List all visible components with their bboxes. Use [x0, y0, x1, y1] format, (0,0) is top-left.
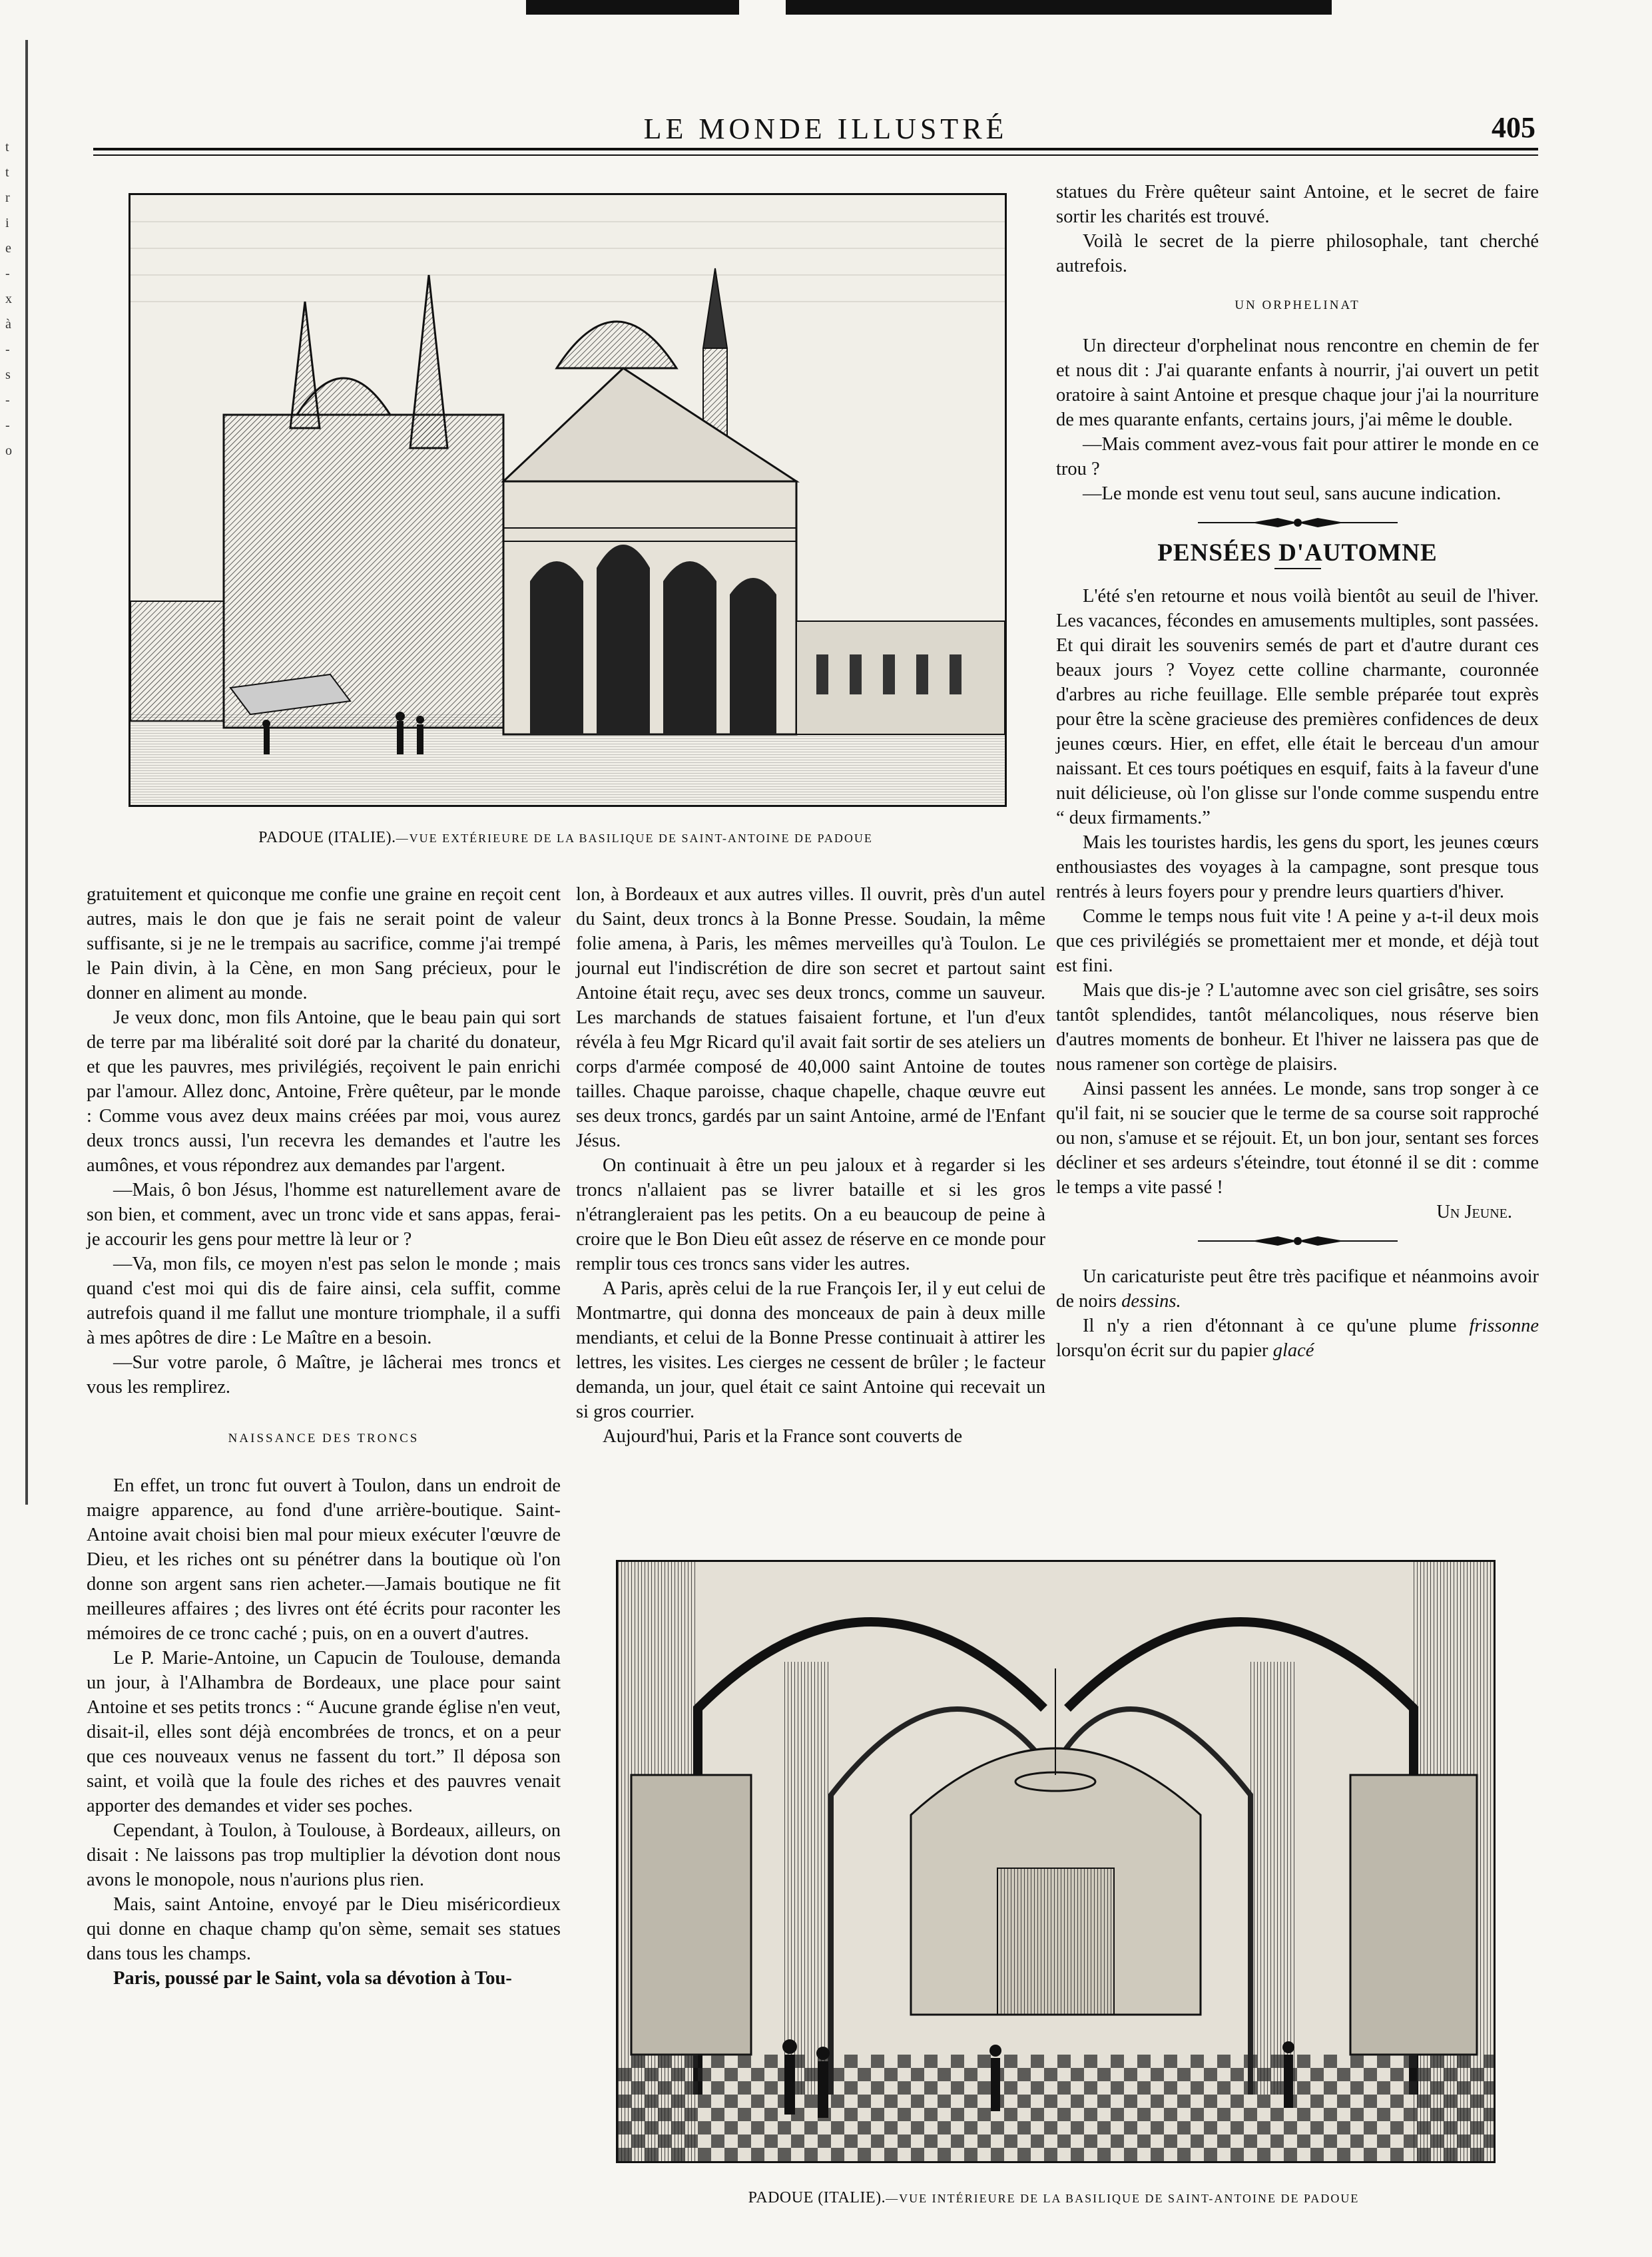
- paragraph-text: lorsqu'on écrit sur du papier: [1056, 1340, 1268, 1361]
- paragraph: On continuait à être un peu jaloux et à regarder si les troncs n'allaient pas se livrer bataille et si les gros n'étrangleraient pas les petits. On a eu beaucoup de peine à croire que le Bon Dieu eût assez de réserve en ce monde pour remplir tous ces troncs sans vider les autres.: [576, 1155, 1045, 1274]
- margin-mark: t: [5, 140, 9, 154]
- top-edge-bar-right: [786, 0, 1332, 15]
- paragraph: Le P. Marie-Antoine, un Capucin de Toulouse, demanda un jour, à l'Alhambra de Bordeaux, une place pour saint Antoine et ses petits troncs : “ Aucune grande église n'en veut, disait-il, elles sont déjà encombrées de troncs, et on a peur que ces nouveaux venus ne fassent du tort.” Il déposa son saint, et voilà que la foule des riches et des pauvres venait apporter des demandes et vider ses poches.: [87, 1648, 561, 1816]
- section-heading-naissance: NAISSANCE DES TRONCS: [228, 1431, 419, 1445]
- paragraph: lon, à Bordeaux et aux autres villes. Il ouvrit, près d'un autel du Saint, deux troncs à la Bonne Presse. Soudain, la même folie amena, à Paris, les mêmes merveilles qu'à Toulon. Le journal eut l'indiscrétion de dire son secret et partout saint Antoine était reçu, avec ses deux troncs, comme un sauveur. Les marchands de statues faisaient fortune, et l'un d'eux révéla à feu Mgr Ricard qu'il avait fait sortir de ses ateliers un corps d'armée composé de 40,000 saint Antoine de toutes tailles. Chaque paroisse, chaque chapelle, chaque œuvre eut ses deux troncs, gardés par un saint Antoine, armé de l'Enfant Jésus.: [576, 884, 1045, 1151]
- ornament-divider: [1198, 1234, 1398, 1248]
- margin-mark: à: [5, 317, 11, 332]
- left-margin-marks: [5, 140, 19, 469]
- margin-mark: -: [5, 418, 10, 433]
- interior-basilica-engraving: [616, 1560, 1496, 2163]
- margin-mark: o: [5, 443, 12, 458]
- exterior-caption-text: —VUE EXTÉRIEURE DE LA BASILIQUE DE SAINT-ANTOINE DE PADOUE: [396, 832, 873, 845]
- margin-mark: s: [5, 368, 11, 382]
- paragraph: —Le monde est venu tout seul, sans aucune indication.: [1083, 483, 1502, 504]
- heading-underline: [1274, 568, 1321, 569]
- paragraph: Je veux donc, mon fils Antoine, que le beau pain qui sort de terre par ma libéralité soit doré par la charité du donateur, et que les pauvres, mes privilégiés, reçoivent le pain enrichi par l'amour. Allez donc, Antoine, Frère quêteur, par le monde : Comme vous avez deux mains créées par moi, vous aurez deux troncs aussi, l'un recevra les demandes et l'autre les aumônes, et vous répondrez aux demandes par l'argent.: [87, 1007, 561, 1176]
- paragraph: —Va, mon fils, ce moyen n'est pas selon le monde ; mais quand c'est moi qui dis de faire ainsi, cela suffit, comme autrefois quand il me fallut une monture triomphale, il a suffi à mes apôtres de dire : Le Maître en a besoin.: [87, 1254, 561, 1348]
- paragraph: [1056, 1264, 1539, 1314]
- italic-word: frissonne: [1469, 1316, 1539, 1336]
- margin-mark: r: [5, 190, 10, 205]
- ornament-divider: [1198, 515, 1398, 530]
- basilica-exterior-illustration: [131, 195, 1005, 805]
- paragraph: Mais que dis-je ? L'automne avec son ciel grisâtre, ses soirs tantôt splendides, tantôt mélancoliques, nous réserve bien d'autres moments de bonheur. Et l'hiver ne laissera pas que de nous ramener son cortège de plaisirs.: [1056, 980, 1539, 1075]
- interior-caption: [616, 2189, 1492, 2207]
- paragraph: [1056, 1314, 1539, 1363]
- italic-word: glacé: [1272, 1340, 1314, 1361]
- paragraph: A Paris, après celui de la rue François Ier, il y eut celui de Montmartre, qui donna des monceaux de pain à deux mille mendiants, et celui de la Bonne Presse continuait à attirer les lettres, les visites. Les cierges ne cessent de brûler ; le facteur demanda, un jour, quel était ce saint Antoine qui recevait un si gros courrier.: [576, 1278, 1045, 1422]
- left-page-edge: [25, 40, 28, 1505]
- right-column: [1056, 180, 1539, 1363]
- top-edge-bar-left: [526, 0, 739, 15]
- page-number: 405: [1492, 111, 1535, 144]
- paragraph: Voilà le secret de la pierre philosophale, tant cherché autrefois.: [1056, 231, 1539, 276]
- margin-mark: -: [5, 342, 10, 357]
- paragraph-text: Un caricaturiste peut être très pacifique et néanmoins avoir de noirs: [1056, 1266, 1539, 1312]
- paragraph: Cependant, à Toulon, à Toulouse, à Bordeaux, ailleurs, on disait : Ne laissons pas trop multiplier la dévotion dont nous avons le monopole, nous n'aurions plus rien.: [87, 1820, 561, 1890]
- paragraph: —Sur votre parole, ô Maître, je lâcherai mes troncs et vous les remplirez.: [87, 1352, 561, 1397]
- paragraph: Aujourd'hui, Paris et la France sont couverts de: [603, 1426, 963, 1447]
- margin-mark: -: [5, 393, 10, 407]
- section-heading-pensees: PENSÉES D'AUTOMNE: [1157, 539, 1438, 567]
- paragraph: Paris, poussé par le Saint, vola sa dévotion à Tou-: [113, 1968, 512, 1989]
- signature: Un Jeune.: [1436, 1202, 1512, 1222]
- paragraph: Ainsi passent les années. Le monde, sans trop songer à ce qu'il fait, ni se soucier que le terme de sa course soit rapproché ou non, s'amuse et se réjouit. Et, un bon jour, sentant ses forces décliner et ses ardeurs s'éteindre, tout étonné il se dit : comme le temps a vite passé !: [1056, 1079, 1539, 1198]
- paragraph: Mais les touristes hardis, les gens du sport, les jeunes cœurs enthousiastes des voyages à la campagne, sont presque tous rentrés à leurs foyers pour y prendre leurs quartiers d'hiver.: [1056, 832, 1539, 902]
- masthead-title: LE MONDE ILLUSTRÉ: [643, 113, 1008, 145]
- paragraph: Comme le temps nous fuit vite ! A peine y a-t-il deux mois que ces privilégiés se promettaient mer et monde, et déjà tout est fini.: [1056, 906, 1539, 976]
- exterior-caption: [129, 829, 1003, 847]
- paragraph: statues du Frère quêteur saint Antoine, et le secret de faire sortir les charités est trouvé.: [1056, 182, 1539, 227]
- middle-column: [576, 882, 1045, 1449]
- margin-mark: -: [5, 266, 10, 281]
- interior-caption-place: PADOUE (ITALIE).: [748, 2189, 886, 2206]
- paragraph: En effet, un tronc fut ouvert à Toulon, dans un endroit de maigre apparence, au fond d'une arrière-boutique. Saint-Antoine avait choisi bien mal pour mieux exécuter l'œuvre de Dieu, et les riches ont su pénétrer dans la boutique où l'on donne son argent sans rien acheter.—Jamais boutique ne fit meilleures affaires ; des livres ont été écrits pour raconter les mémoires de ce tronc caché ; puis, on en a ouvert d'autres.: [87, 1475, 561, 1644]
- paragraph: —Mais comment avez-vous fait pour attirer le monde en ce trou ?: [1056, 434, 1539, 479]
- header-rule-thin: [93, 154, 1538, 156]
- interior-caption-text: —VUE INTÉRIEURE DE LA BASILIQUE DE SAINT-ANTOINE DE PADOUE: [886, 2192, 1360, 2205]
- margin-mark: i: [5, 216, 9, 230]
- italic-word: dessins.: [1121, 1291, 1181, 1312]
- left-column: [87, 882, 561, 1991]
- paragraph: Mais, saint Antoine, envoyé par le Dieu miséricordieux qui donne en chaque champ qu'on sème, semait ses statues dans tous les champs.: [87, 1894, 561, 1964]
- section-heading-orphelinat: UN ORPHELINAT: [1235, 298, 1360, 312]
- exterior-basilica-engraving: [129, 193, 1007, 807]
- paragraph-text: Il n'y a rien d'étonnant à ce qu'une plume: [1083, 1316, 1457, 1336]
- paragraph: gratuitement et quiconque me confie une graine en reçoit cent autres, mais le don que je fais ne serait point de valeur suffisante, si je ne le trempais au sacrifice, comme j'ai trempé le Pain divin, à la Cène, en mon Sang précieux, pour le donner en aliment au monde.: [87, 884, 561, 1003]
- header-rule-thick: [93, 148, 1538, 150]
- paragraph: —Mais, ô bon Jésus, l'homme est naturellement avare de son bien, et comment, avec un tronc vide et sans appas, ferai-je accourir les gens pour mettre là leur or ?: [87, 1180, 561, 1250]
- paragraph: L'été s'en retourne et nous voilà bientôt au seuil de l'hiver. Les vacances, fécondes en amusements multiples, sont passées. Et qui dirait les souvenirs semés de part et d'autre durant ces beaux jours ? Voyez cette colline charmante, couronnée d'arbres au riche feuillage. Elle semble préparée tout exprès pour être la scène gracieuse des premières confidences de deux jeunes cœurs. Hier, en effet, elle était le berceau d'un amour naissant. Et ces tours poétiques en esquif, faits à la faveur d'une nuit délicieuse, où l'on glisse sur l'onde comme suspendu entre “ deux firmaments.”: [1056, 586, 1539, 828]
- margin-mark: x: [5, 292, 12, 306]
- margin-mark: e: [5, 241, 11, 256]
- exterior-caption-place: PADOUE (ITALIE).: [258, 829, 396, 846]
- paragraph: Un directeur d'orphelinat nous rencontre en chemin de fer et nous dit : J'ai quarante enfants à nourrir, j'ai ouvert un petit oratoire à saint Antoine et presque chaque jour j'ai la nourriture de mes quarante enfants, certains jours, j'ai même le double.: [1056, 336, 1539, 430]
- basilica-interior-illustration: [618, 1562, 1494, 2161]
- margin-mark: t: [5, 165, 9, 180]
